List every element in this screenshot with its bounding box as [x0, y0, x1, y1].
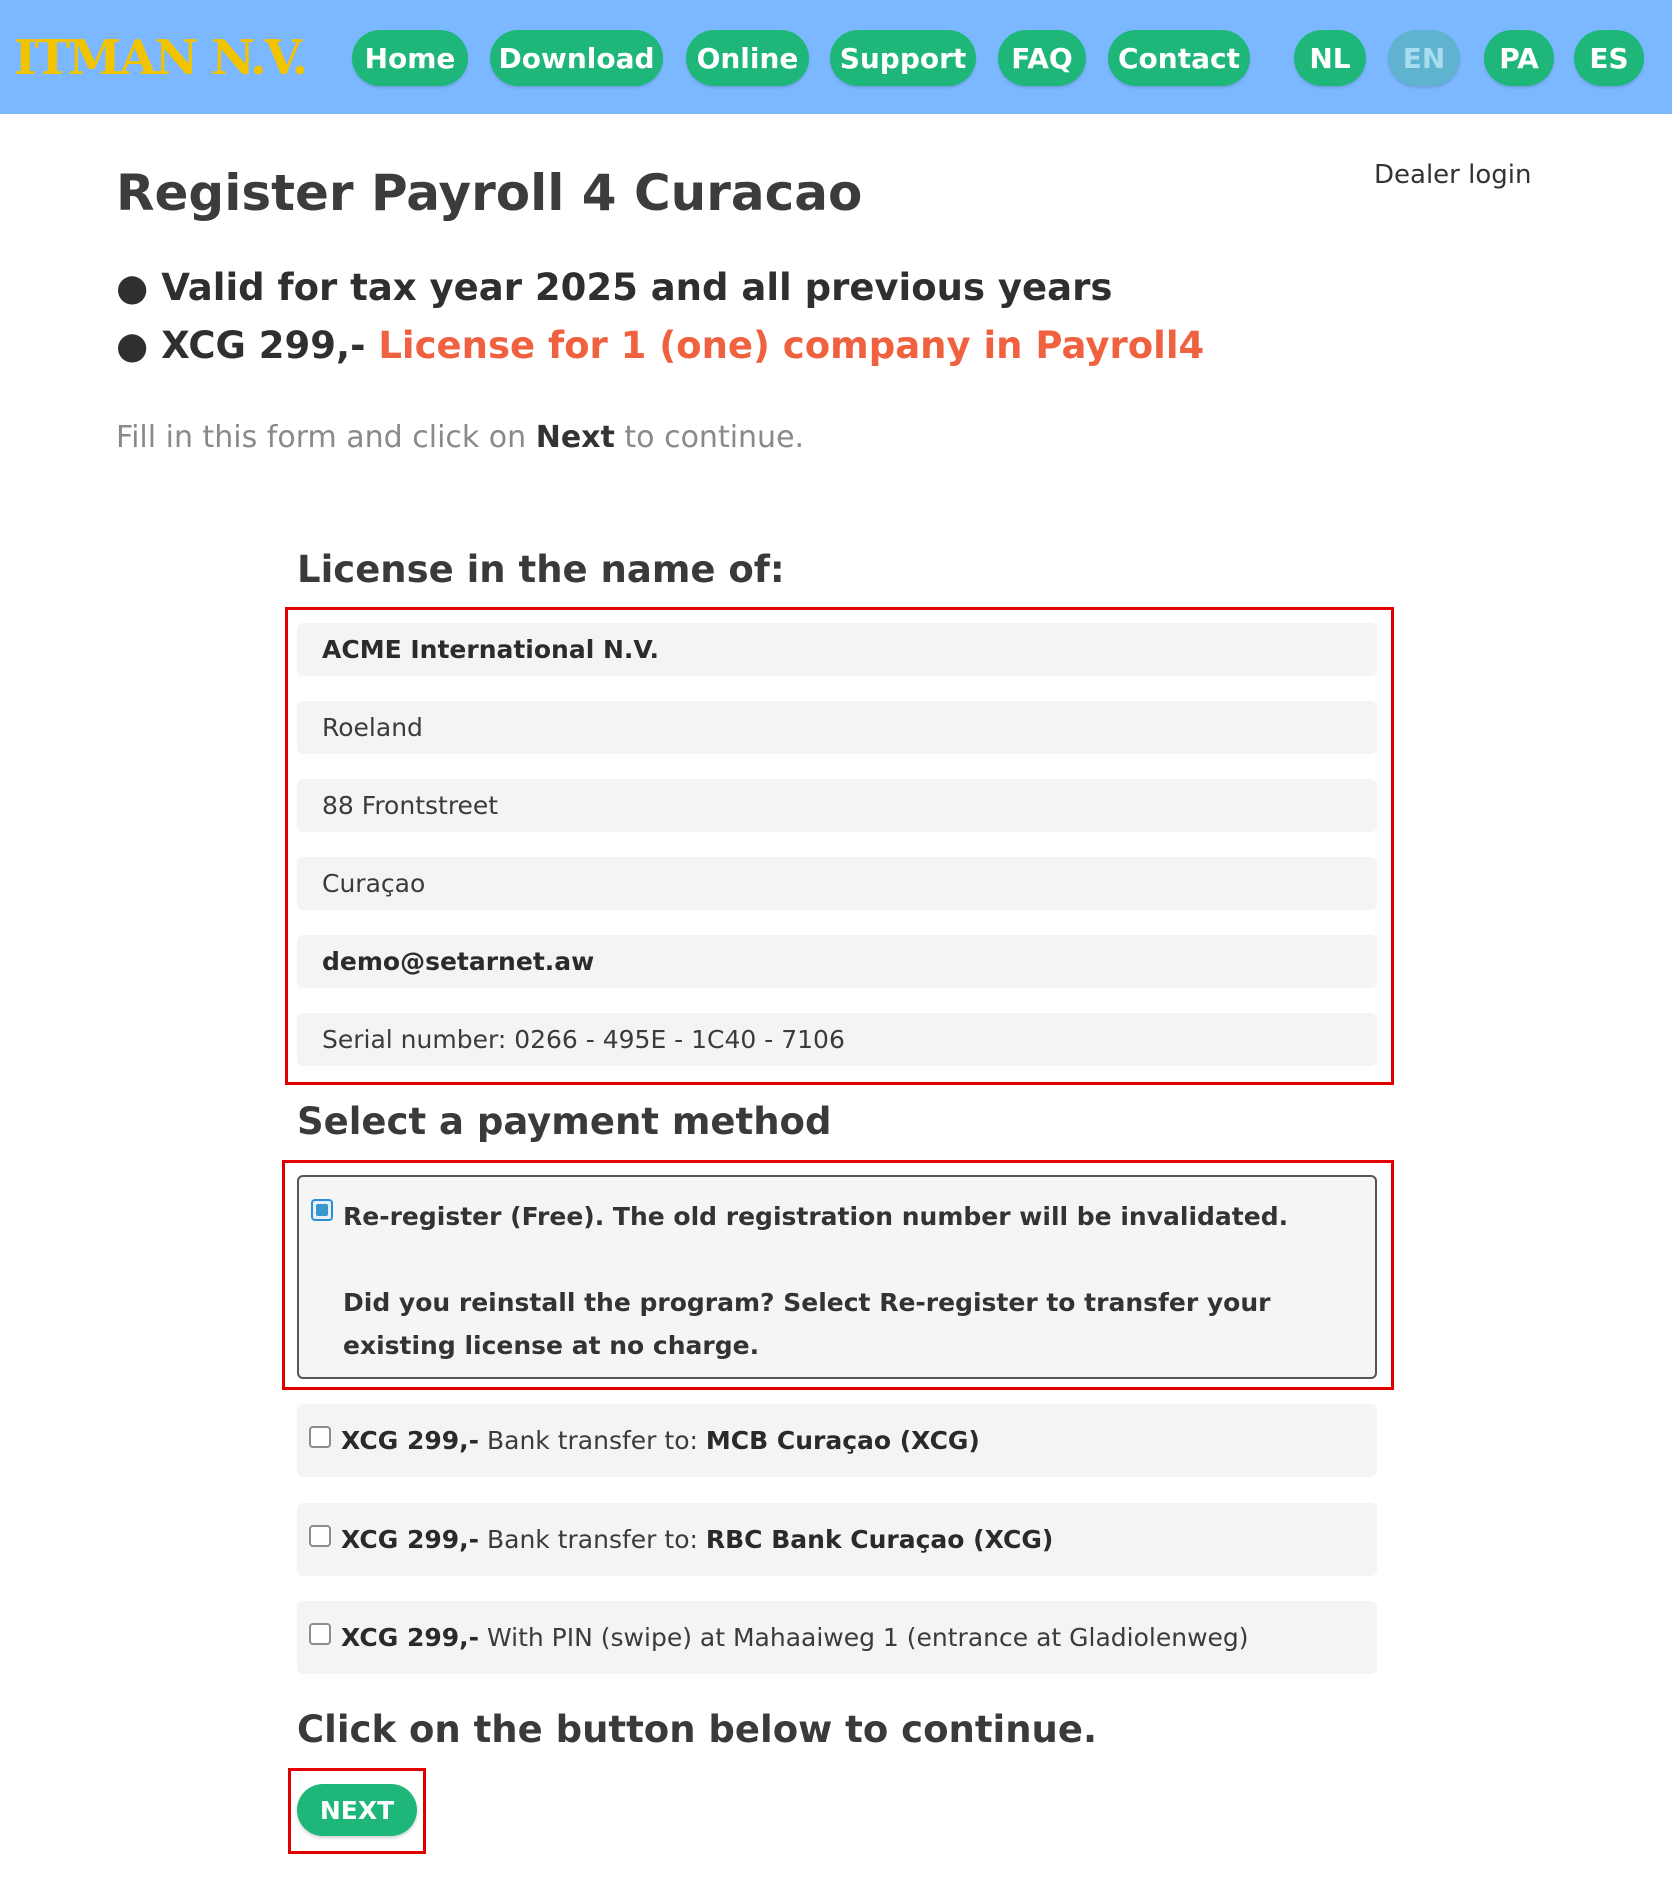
payment-heading: Select a payment method — [297, 1100, 832, 1143]
lang-en[interactable]: EN — [1388, 30, 1460, 86]
mcb-price: XCG 299,- — [341, 1426, 480, 1455]
continue-heading: Click on the button below to continue. — [297, 1708, 1098, 1751]
company-name-field[interactable] — [297, 623, 1377, 676]
intro-next-word: Next — [535, 420, 615, 455]
bullet-price-amount: XCG 299,- — [161, 324, 366, 367]
bullet-price — [116, 324, 1204, 367]
intro-text — [116, 420, 804, 455]
mcb-checkbox[interactable] — [309, 1426, 331, 1448]
brand-logo[interactable]: ITMAN N.V. — [14, 30, 307, 86]
email-field[interactable] — [297, 935, 1377, 988]
bullet-tax-year-text: Valid for tax year 2025 and all previous years — [161, 266, 1113, 309]
lang-nl[interactable]: NL — [1294, 30, 1366, 86]
payment-option-reregister[interactable] — [297, 1175, 1377, 1379]
rbc-price: XCG 299,- — [341, 1525, 480, 1554]
bullet-tax-year — [116, 266, 1112, 309]
pin-option-text — [341, 1623, 1249, 1652]
country-field[interactable] — [297, 857, 1377, 910]
bullet-dot: ● — [116, 324, 149, 367]
address-field[interactable] — [297, 779, 1377, 832]
rbc-checkbox[interactable] — [309, 1525, 331, 1547]
nav-home[interactable]: Home — [352, 30, 468, 86]
rbc-option-text — [341, 1525, 1053, 1554]
nav-support[interactable]: Support — [830, 30, 976, 86]
contact-name-field[interactable] — [297, 701, 1377, 754]
nav-faq[interactable]: FAQ — [998, 30, 1086, 86]
bullet-dot: ● — [116, 266, 149, 309]
mcb-option-text — [341, 1426, 980, 1455]
rbc-label: Bank transfer to: — [486, 1525, 698, 1554]
page-title: Register Payroll 4 Curacao — [116, 164, 863, 222]
intro-after: to continue. — [624, 420, 805, 455]
reregister-checkbox[interactable] — [311, 1199, 333, 1221]
lang-es[interactable]: ES — [1574, 30, 1644, 86]
bullet-license-highlight: License for 1 (one) company in Payroll4 — [378, 324, 1205, 367]
payment-option-mcb[interactable] — [297, 1404, 1377, 1477]
license-heading: License in the name of: — [297, 548, 785, 591]
intro-before: Fill in this form and click on — [116, 420, 527, 455]
pin-label: With PIN (swipe) at Mahaaiweg 1 (entrance at Gladiolenweg) — [486, 1623, 1249, 1652]
reregister-text — [343, 1195, 1315, 1367]
lang-pa[interactable]: PA — [1484, 30, 1554, 86]
nav-download[interactable]: Download — [490, 30, 663, 86]
serial-number-field[interactable] — [297, 1013, 1377, 1066]
nav-contact[interactable]: Contact — [1108, 30, 1250, 86]
top-navbar — [0, 0, 1672, 114]
mcb-bank-name: MCB Curaçao (XCG) — [705, 1426, 980, 1455]
pin-price: XCG 299,- — [341, 1623, 480, 1652]
mcb-label: Bank transfer to: — [486, 1426, 698, 1455]
pin-checkbox[interactable] — [309, 1623, 331, 1645]
reregister-line-1: Re-register (Free). The old registration number will be invalidated. — [343, 1202, 1289, 1231]
reregister-line-2: Did you reinstall the program? Select Re-register to transfer your existing license at no charge. — [343, 1288, 1271, 1360]
payment-option-pin[interactable] — [297, 1601, 1377, 1674]
payment-option-rbc[interactable] — [297, 1503, 1377, 1576]
nav-online[interactable]: Online — [686, 30, 809, 86]
dealer-login-link[interactable]: Dealer login — [1374, 160, 1532, 190]
next-button[interactable]: NEXT — [297, 1784, 417, 1836]
rbc-bank-name: RBC Bank Curaçao (XCG) — [705, 1525, 1054, 1554]
